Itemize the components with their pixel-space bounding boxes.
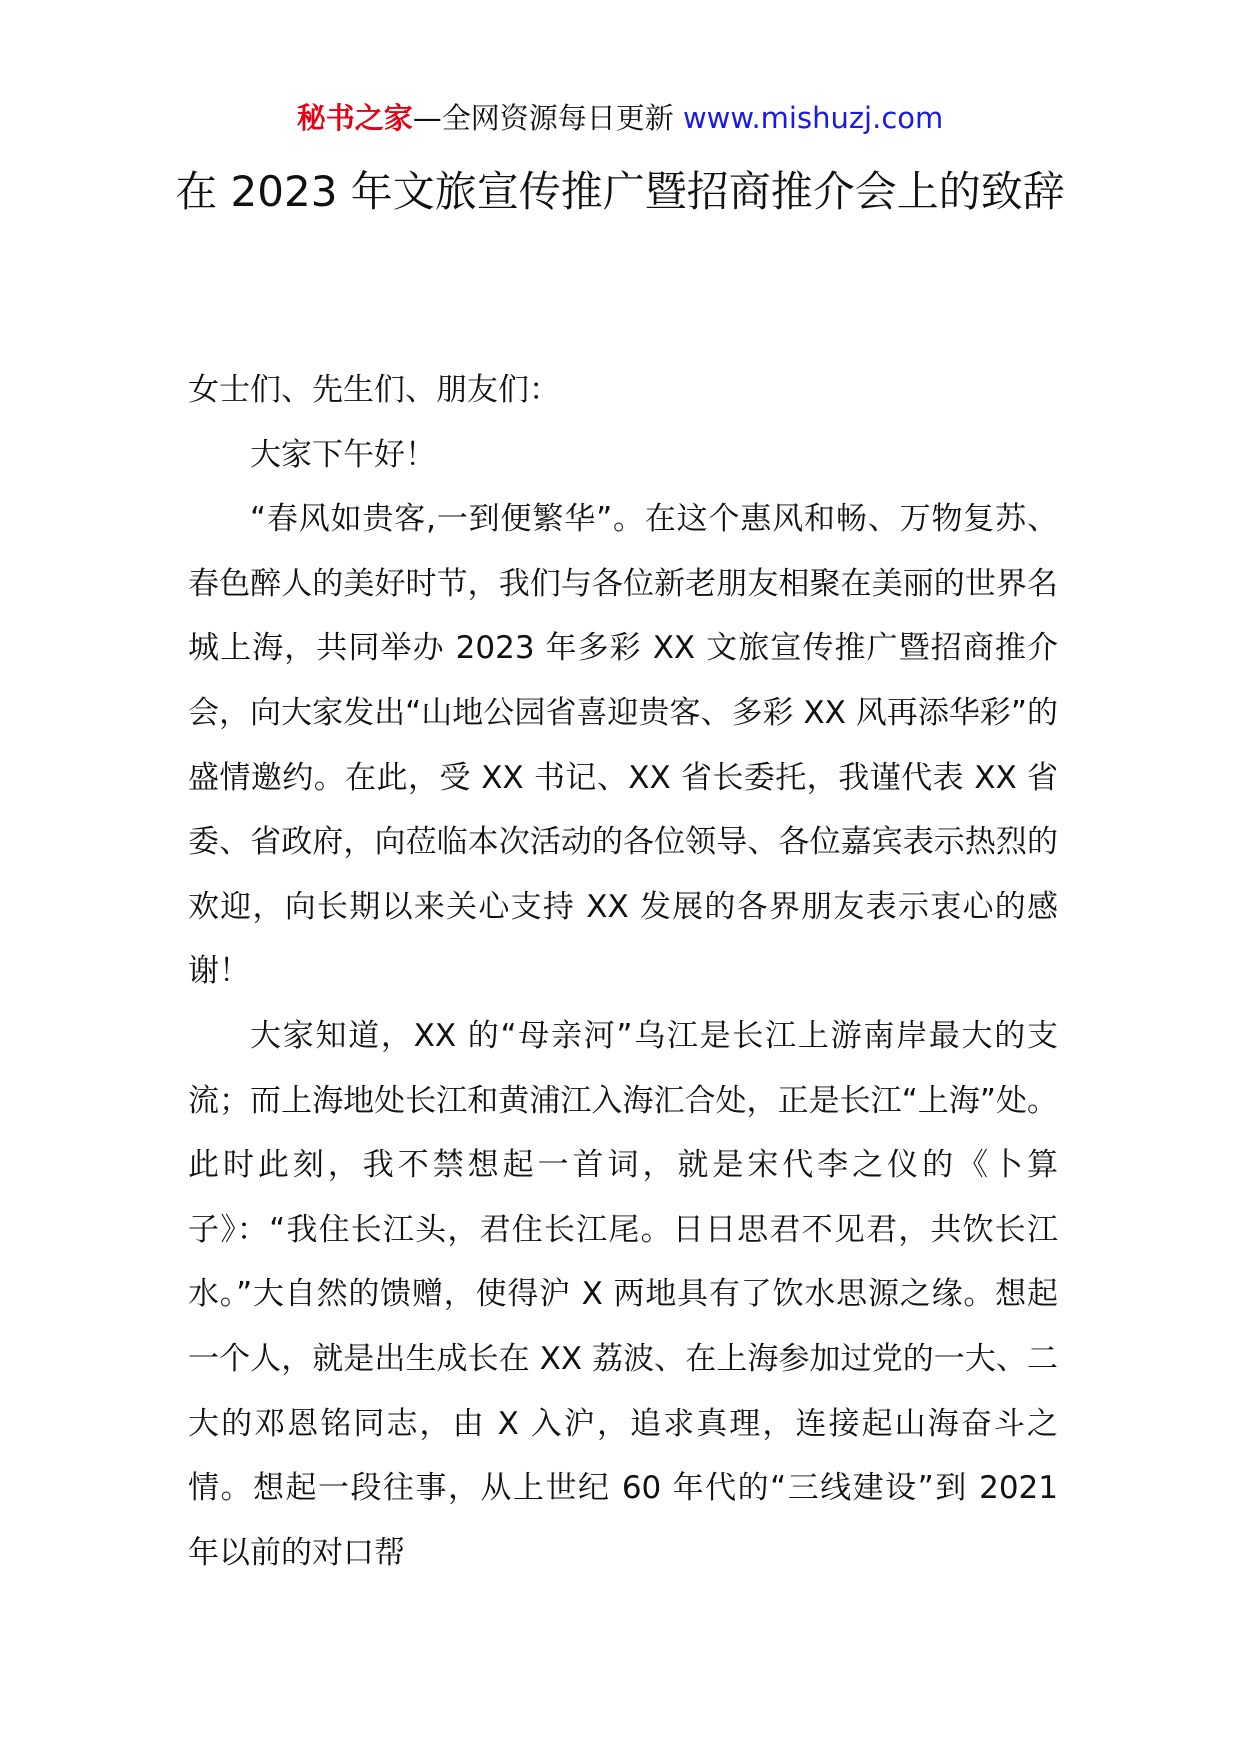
site-header (0, 98, 1240, 138)
document-body (188, 358, 1058, 1585)
paragraph-greeting: 大家下午好！ (250, 436, 436, 473)
salutation: 女士们、先生们、朋友们： (188, 372, 560, 408)
site-url-link[interactable]: www.mishuzj.com (682, 101, 944, 135)
paragraph-connection: 大家知道，XX 的“母亲河”乌江是长江上游南岸最大的支流；而上海地处长江和黄浦江入海汇合处，正是长江“上海”处。此时此刻，我不禁想起一首词，就是宋代李之仪的《卜算子》：“我住长江头，君住长江尾。日日思君不见君，共饮长江水。”大自然的馈赠，使得沪 X 两地具有了饮水思源之缘。想起一个人，就是出生成长在 XX 荔波、在上海参加过党的一大、二大的邓恩铭同志，由 X 入沪，追求真理，连接起山海奋斗之情。想起一段往事，从上世纪 60 年代的“三线建设”到 2021 年以前的对口帮 (188, 1017, 1058, 1571)
paragraph-welcome: “春风如贵客,一到便繁华”。在这个惠风和畅、万物复苏、春色醉人的美好时节，我们与各位新老朋友相聚在美丽的世界名城上海，共同举办 2023 年多彩 XX 文旅宣传推广暨招商推介会，向大家发出“山地公园省喜迎贵客、多彩 XX 风再添华彩”的盛情邀约。在此，受 XX 书记、XX 省长委托，我谨代表 XX 省委、省政府，向莅临本次活动的各位领导、各位嘉宾表示热烈的欢迎，向长期以来关心支持 XX 发展的各界朋友表示衷心的感谢！ (188, 501, 1058, 990)
site-brand: 秘书之家 (296, 101, 413, 135)
document-title: 在 2023 年文旅宣传推广暨招商推介会上的致辞 (175, 167, 1065, 216)
site-tagline: —全网资源每日更新 (412, 101, 683, 135)
